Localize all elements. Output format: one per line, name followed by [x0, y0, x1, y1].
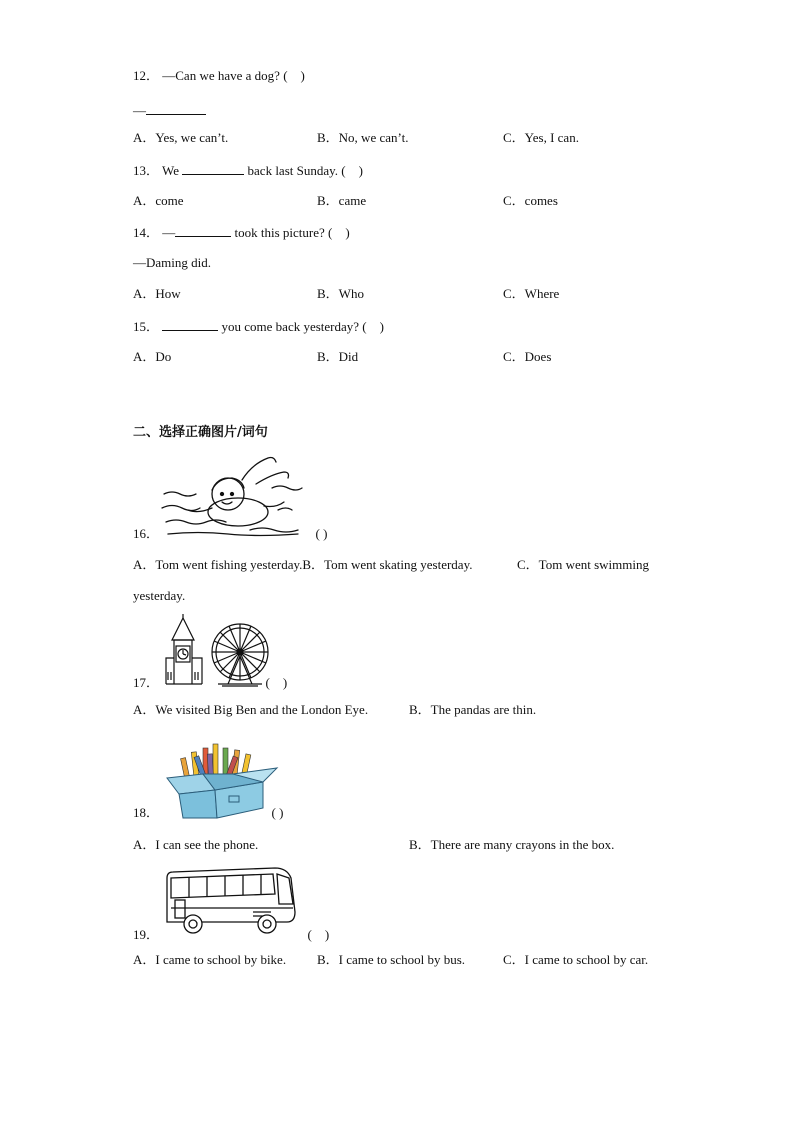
- question-12-stem: [133, 68, 305, 84]
- question-19-stem: [133, 927, 329, 943]
- question-16-stem: [133, 526, 327, 542]
- question-13-stem: [133, 162, 363, 179]
- answer-blank[interactable]: [175, 224, 231, 237]
- question-15-stem: [133, 318, 384, 335]
- option-b[interactable]: B．Who: [317, 286, 364, 301]
- answer-paren[interactable]: ( ): [315, 526, 328, 541]
- question-number: 16．: [133, 526, 160, 541]
- question-14-stem: [133, 224, 350, 241]
- answer-blank[interactable]: [146, 102, 206, 115]
- section-title: 二、选择正确图片/词句: [133, 425, 268, 440]
- option-c[interactable]: C．Where: [503, 286, 560, 301]
- option-a[interactable]: A．I came to school by bike.: [133, 952, 287, 967]
- option-b[interactable]: B．The pandas are thin.: [409, 702, 537, 717]
- answer-paren[interactable]: ( ): [271, 805, 284, 820]
- option-a-b[interactable]: A．Tom went fishing yesterday.B．Tom went skating yesterday.: [133, 557, 473, 572]
- question-number: 18．: [133, 805, 160, 820]
- question-18-stem: [133, 805, 283, 821]
- option-b[interactable]: B．came: [317, 193, 367, 208]
- option-b[interactable]: B．I came to school by bus.: [317, 952, 466, 967]
- option-b[interactable]: B．There are many crayons in the box.: [409, 837, 615, 852]
- question-number: 17．: [133, 675, 160, 690]
- question-number: 12．: [133, 68, 160, 83]
- question-17-stem: [133, 675, 287, 691]
- question-12-reply: [133, 102, 206, 119]
- option-c[interactable]: C．I came to school by car.: [503, 952, 649, 967]
- question-text: took this picture?: [234, 225, 325, 240]
- answer-paren[interactable]: ( ): [328, 225, 350, 240]
- question-number: 13．: [133, 163, 160, 178]
- option-c[interactable]: C．comes: [503, 193, 558, 208]
- answer-paren[interactable]: ( ): [341, 163, 363, 178]
- answer-blank[interactable]: [162, 318, 218, 331]
- question-14-reply: —Daming did.: [133, 255, 211, 270]
- option-a[interactable]: A．We visited Big Ben and the London Eye.: [133, 702, 369, 717]
- option-a[interactable]: A．Yes, we can’t.: [133, 130, 229, 145]
- option-c-continued: yesterday.: [133, 588, 186, 603]
- answer-paren[interactable]: ( ): [362, 319, 384, 334]
- option-a[interactable]: A．come: [133, 193, 184, 208]
- option-a[interactable]: A．How: [133, 286, 181, 301]
- reply-dash: —: [133, 103, 146, 118]
- answer-paren[interactable]: ( ): [283, 68, 305, 83]
- option-b[interactable]: B．No, we can’t.: [317, 130, 409, 145]
- question-number: 15．: [133, 319, 160, 334]
- option-a[interactable]: A．I can see the phone.: [133, 837, 259, 852]
- option-c[interactable]: C．Does: [503, 349, 552, 364]
- question-number: 19．: [133, 927, 160, 942]
- question-text: —: [162, 225, 176, 240]
- question-text: you come back yesterday?: [221, 319, 360, 334]
- answer-blank[interactable]: [182, 162, 244, 175]
- question-number: 14．: [133, 225, 160, 240]
- option-b[interactable]: B．Did: [317, 349, 359, 364]
- question-text: We: [162, 163, 180, 178]
- answer-paren[interactable]: ( ): [265, 675, 288, 690]
- question-text: back last Sunday.: [247, 163, 339, 178]
- answer-paren[interactable]: ( ): [307, 927, 330, 942]
- question-text: —Can we have a dog?: [162, 68, 280, 83]
- option-c[interactable]: C．Tom went swimming: [517, 557, 649, 572]
- option-a[interactable]: A．Do: [133, 349, 172, 364]
- option-c[interactable]: C．Yes, I can.: [503, 130, 579, 145]
